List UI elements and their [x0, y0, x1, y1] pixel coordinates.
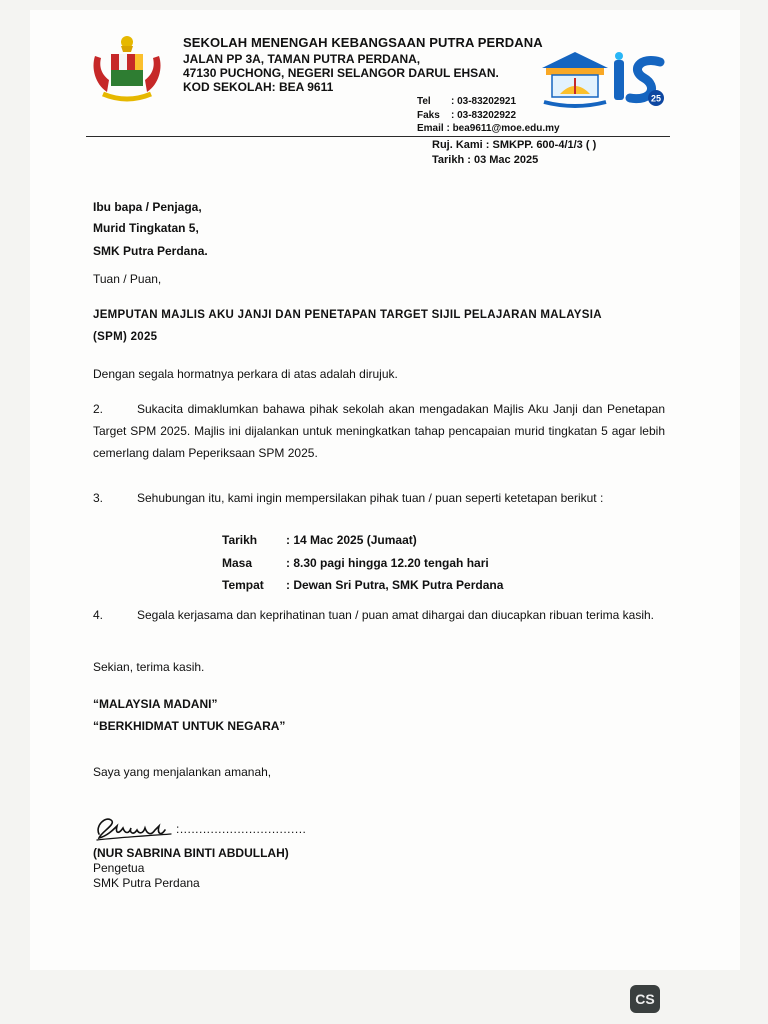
intro-text: Dengan segala hormatnya perkara di atas adalah dirujuk. [93, 367, 398, 381]
school-code: KOD SEKOLAH: BEA 9611 [183, 80, 334, 94]
paragraph-number: 3. [93, 491, 104, 505]
is-badge-logo [612, 52, 668, 108]
email-line: Email : bea9611@moe.edu.my [417, 123, 560, 134]
tel-label: Tel [417, 96, 431, 107]
signer-school: SMK Putra Perdana [93, 876, 200, 890]
school-name: SEKOLAH MENENGAH KEBANGSAAN PUTRA PERDANA [183, 35, 543, 50]
schedule-label: Tempat [222, 578, 264, 592]
paragraph-2 [93, 398, 665, 464]
signer-position: Pengetua [93, 861, 145, 875]
handwritten-signature [93, 808, 183, 844]
subject-line-2: (SPM) 2025 [93, 331, 158, 343]
paragraph-number: 4. [93, 608, 104, 622]
subject-line-1: JEMPUTAN MAJLIS AKU JANJI DAN PENETAPAN TARGET SIJIL PELAJARAN MALAYSIA [93, 309, 602, 321]
schedule-value: : Dewan Sri Putra, SMK Putra Perdana [286, 578, 504, 592]
signature-line: :................................. [176, 822, 307, 836]
motto-berkhidmat: “BERKHIDMAT UNTUK NEGARA” [93, 719, 286, 733]
is-badge-number: 25 [650, 93, 662, 104]
paragraph-text: Sukacita dimaklumkan bahawa pihak sekolah akan mengadakan Majlis Aku Janji dan Penetapan Target SPM 2025. Majlis ini dijalankan untuk meningkatkan tahap pencapaian murid tingkatan 5 agar lebih cemerlang dalam Peperiksaan SPM 2025. [93, 402, 665, 460]
schedule-value: : 14 Mac 2025 (Jumaat) [286, 533, 417, 547]
tel-line [417, 96, 516, 107]
paragraph-number: 2. [93, 402, 104, 416]
closing-text: Sekian, terima kasih. [93, 660, 205, 674]
recipient-line-1: Ibu bapa / Penjaga, [93, 200, 202, 214]
reference-number: Ruj. Kami : SMKPP. 600-4/1/3 ( ) [432, 139, 597, 151]
schedule-date [222, 533, 417, 547]
salutation: Tuan / Puan, [93, 272, 162, 286]
coat-of-arms-logo [87, 34, 167, 106]
fax-value: : 03-83202922 [451, 110, 517, 121]
motto-madani: “MALAYSIA MADANI” [93, 697, 218, 711]
camscanner-badge [630, 985, 660, 1013]
letterhead-divider [86, 136, 670, 137]
schedule-label: Tarikh [222, 533, 258, 547]
paragraph-text: Sehubungan itu, kami ingin mempersilakan pihak tuan / puan seperti ketetapan berikut : [137, 491, 604, 505]
paragraph-3 [93, 487, 665, 509]
recipient-line-2: Murid Tingkatan 5, [93, 221, 199, 235]
fax-line [417, 110, 516, 121]
school-logo [540, 50, 610, 110]
recipient-line-3: SMK Putra Perdana. [93, 244, 208, 258]
address-line-2: 47130 PUCHONG, NEGERI SELANGOR DARUL EHSAN. [183, 66, 499, 80]
paragraph-text: Segala kerjasama dan keprihatinan tuan / puan amat dihargai dan diucapkan ribuan terima kasih. [137, 608, 654, 622]
fax-label: Faks [417, 110, 440, 121]
tel-value: : 03-83202921 [451, 96, 517, 107]
schedule-venue [222, 578, 503, 592]
paragraph-4 [93, 604, 665, 626]
signer-name: (NUR SABRINA BINTI ABDULLAH) [93, 846, 289, 860]
amanah-text: Saya yang menjalankan amanah, [93, 765, 272, 779]
camscanner-badge-text: CS [635, 991, 655, 1007]
address-line-1: JALAN PP 3A, TAMAN PUTRA PERDANA, [183, 52, 421, 66]
letter-date: Tarikh : 03 Mac 2025 [432, 154, 539, 166]
schedule-label: Masa [222, 556, 253, 570]
schedule-time [222, 556, 489, 570]
schedule-value: : 8.30 pagi hingga 12.20 tengah hari [286, 556, 489, 570]
